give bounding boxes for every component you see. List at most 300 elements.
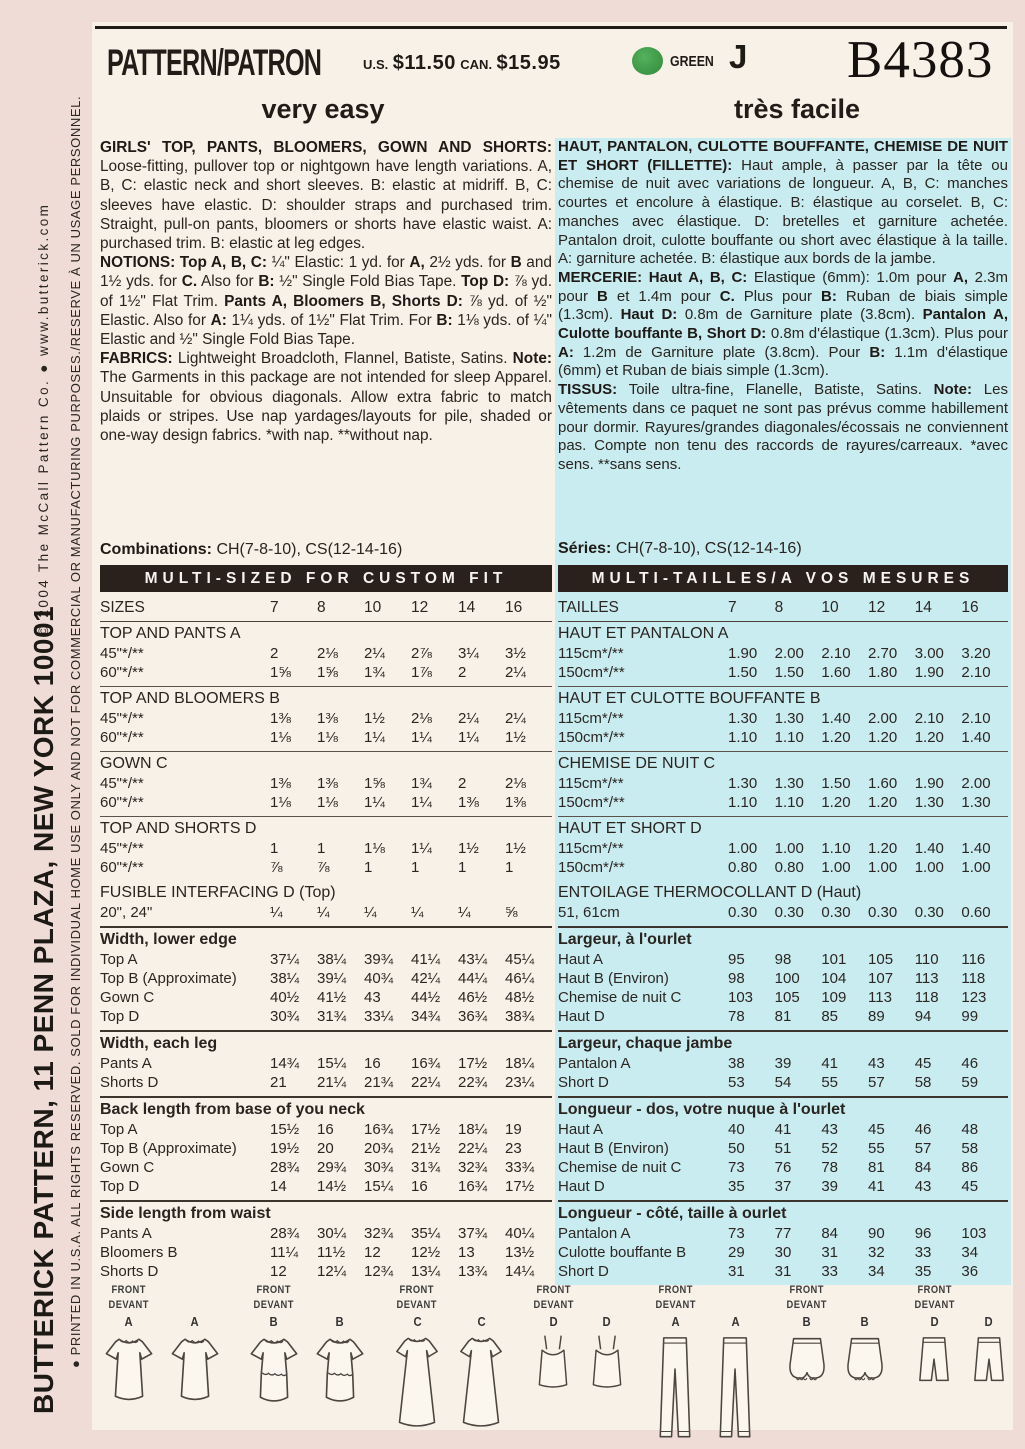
cell-value: 1⅛: [270, 794, 291, 811]
cell-value: 43¼: [458, 951, 488, 968]
cell-value: 16: [364, 1055, 381, 1072]
cell-value: 109: [821, 989, 847, 1006]
cell-value: 89: [868, 1008, 885, 1025]
cell-value: 1: [458, 859, 467, 876]
cell-value: 31: [728, 1263, 745, 1280]
cell-value: ¼: [270, 904, 283, 921]
row-label: 150cm*/**: [558, 794, 625, 811]
row-label: Top B (Approximate): [100, 970, 237, 987]
cell-value: 1.60: [868, 775, 898, 792]
cell-value: 1¼: [411, 794, 432, 811]
cell-value: 36: [961, 1263, 979, 1280]
table-row: [558, 1262, 1008, 1281]
cell-value: 16¾: [458, 1178, 488, 1195]
section-title: Back length from base of you neck: [100, 1101, 365, 1118]
table-row: [558, 1177, 1008, 1196]
cell-value: 100: [774, 970, 800, 987]
cell-value: 36¾: [458, 1008, 488, 1025]
cell-value: 46¼: [505, 970, 535, 987]
garment-silhouette: [840, 1332, 890, 1390]
cell-value: 45¼: [505, 951, 535, 968]
price-can-label: CAN.: [460, 57, 493, 72]
brand-logo: PATTERN/PATRON: [107, 42, 322, 84]
view-letter: A: [731, 1315, 740, 1329]
cell-value: 103: [728, 989, 754, 1006]
row-label: 45"*/**: [100, 710, 144, 727]
row-label: Pantalon A: [558, 1055, 631, 1072]
cell-value: 37¼: [270, 951, 300, 968]
cell-value: 1.20: [868, 794, 898, 811]
table-header-bar: MULTI-SIZED FOR CUSTOM FIT: [100, 565, 552, 592]
cell-value: 1.20: [868, 729, 898, 746]
cell-value: 51: [774, 1140, 792, 1157]
cell-value: 86: [961, 1159, 979, 1176]
cell-value: 3.00: [914, 645, 944, 662]
cell-value: 107: [868, 970, 894, 987]
cell-value: 1⅞: [411, 664, 432, 681]
cell-value: 81: [774, 1008, 792, 1025]
difficulty-en: very easy: [261, 94, 385, 124]
content-columns: [100, 138, 1011, 1285]
row-label: Shorts D: [100, 1074, 159, 1091]
view-letter: A: [190, 1315, 200, 1329]
sizes-label: TAILLES: [558, 599, 619, 616]
cell-value: 43: [868, 1055, 885, 1072]
cell-value: 77: [774, 1225, 792, 1242]
cell-value: 29: [728, 1244, 745, 1261]
table-section: [558, 881, 1008, 926]
table-header-bar: MULTI-TAILLES/A VOS MESURES: [558, 565, 1008, 592]
cell-value: 22¼: [458, 1140, 488, 1157]
cell-value: 45: [914, 1055, 932, 1072]
cell-value: 73: [728, 1159, 745, 1176]
sizes-label: SIZES: [100, 599, 145, 616]
cell-value: 1⅜: [317, 775, 338, 792]
cell-value: 2.10: [961, 710, 991, 727]
cell-value: 1.60: [821, 664, 851, 681]
cell-value: 1.00: [728, 840, 758, 857]
section-title: TOP AND SHORTS D: [100, 820, 257, 837]
row-label: Top B (Approximate): [100, 1140, 237, 1157]
table-section: [100, 686, 552, 751]
cell-value: 16: [317, 1121, 334, 1138]
cell-value: 118: [914, 989, 939, 1006]
view-letter: B: [269, 1315, 278, 1329]
cell-value: 98: [774, 951, 792, 968]
row-label: Short D: [558, 1074, 609, 1091]
cell-value: 0.30: [868, 904, 898, 921]
cell-value: 39¾: [364, 951, 394, 968]
garment-silhouette: [311, 1332, 369, 1410]
table-row: [100, 839, 552, 858]
garment-figure: [966, 1283, 1012, 1388]
row-label: Chemise de nuit C: [558, 1159, 682, 1176]
cell-value: 1⅝: [364, 775, 385, 792]
cell-value: 85: [821, 1008, 839, 1025]
cell-value: ⅝: [505, 904, 518, 921]
cell-value: 1.90: [914, 664, 944, 681]
table-row: [100, 1243, 552, 1262]
cell-value: 59: [961, 1074, 979, 1091]
cell-value: 23¼: [505, 1074, 535, 1091]
cell-value: 2¼: [458, 710, 479, 727]
cell-value: 21¼: [317, 1074, 347, 1091]
table-row: [558, 644, 1008, 663]
cell-value: 1.30: [774, 775, 804, 792]
cell-value: 1⅜: [317, 710, 338, 727]
row-label: Gown C: [100, 989, 155, 1006]
cell-value: 1.50: [728, 664, 758, 681]
size-column-header: 8: [774, 599, 784, 616]
table-row: [100, 709, 552, 728]
cell-value: 2.10: [914, 710, 944, 727]
cell-value: 105: [868, 951, 894, 968]
cell-value: 2.70: [868, 645, 898, 662]
row-label: 115cm*/**: [558, 710, 624, 727]
cell-value: 39: [774, 1055, 792, 1072]
garment-figure: [840, 1283, 890, 1390]
row-label: Top A: [100, 951, 138, 968]
table-row: [100, 1073, 552, 1092]
section-title: Largeur, à l'ourlet: [558, 931, 692, 948]
garment-figure: [453, 1283, 509, 1434]
garment-figure: [530, 1283, 577, 1392]
view-letter: D: [602, 1315, 612, 1329]
cell-value: 48½: [505, 989, 535, 1006]
table-section: [558, 816, 1008, 881]
garment-figure: [709, 1283, 761, 1446]
cell-value: 2.10: [821, 645, 851, 662]
table-row: [558, 1139, 1008, 1158]
cell-value: 1.20: [821, 794, 851, 811]
row-label: 115cm*/**: [558, 645, 624, 662]
row-label: Pantalon A: [558, 1225, 631, 1242]
row-label: 115cm*/**: [558, 840, 624, 857]
cell-value: 55: [868, 1140, 885, 1157]
table-row: [100, 1139, 552, 1158]
cell-value: 17½: [411, 1121, 441, 1138]
tissus-fr: TISSUS: Toile ultra-fine, Flanelle, Batiste, Satins. Note: Les vêtements dans ce paquet ne sont pas prévus comme habillement pour dormir. Rayures/grandes diagonales/écossais ne conviennent pas. Compte non tenu des raccords de rayures/carreaux. *avec sens. **sans sens.: [558, 381, 1008, 473]
cell-value: 57: [868, 1074, 885, 1091]
cell-value: 1.10: [728, 794, 758, 811]
table-row: [100, 1120, 552, 1139]
cell-value: 19: [505, 1121, 522, 1138]
section-title: Longueur - côté, taille à ourlet: [558, 1205, 787, 1222]
front-devant-label: FRONT DEVANT: [914, 1284, 955, 1311]
copyright-line: © 2004 The McCall Pattern Co. ● www.butterick.com: [36, 202, 51, 636]
garment-figures-row: [100, 1283, 1012, 1446]
cell-value: 1⅜: [270, 775, 291, 792]
cell-value: 1.80: [868, 664, 898, 681]
cell-value: 32: [868, 1244, 885, 1261]
section-title: Longueur - dos, votre nuque à l'ourlet: [558, 1101, 846, 1118]
size-column-header: 12: [411, 599, 429, 616]
table-section: [100, 926, 552, 1030]
cell-value: 52: [821, 1140, 839, 1157]
cell-value: 28¾: [270, 1159, 300, 1176]
cell-value: 1.00: [961, 859, 991, 876]
cell-value: 1.90: [728, 645, 758, 662]
cell-value: 2⅛: [411, 710, 432, 727]
front-devant-label: FRONT DEVANT: [253, 1284, 294, 1311]
table-row: [558, 858, 1008, 877]
cell-value: 1: [364, 859, 373, 876]
table-row: [558, 903, 1008, 922]
size-column-header: 10: [364, 599, 382, 616]
cell-value: 13¾: [458, 1263, 488, 1280]
cell-value: 41½: [317, 989, 347, 1006]
legal-notice: ● PRINTED IN U.S.A. ALL RIGHTS RESERVED. SOLD FOR INDIVIDUAL HOME USE ONLY AND NOT FOR COMMERCIAL OR MANUFACTURING PURPOSES./RESERVE À UN USAGE PERSONNEL.: [68, 95, 83, 1368]
cell-value: 40¾: [364, 970, 394, 987]
table-section: [558, 1030, 1008, 1096]
table-section: [558, 1200, 1008, 1285]
cell-value: 50: [728, 1140, 745, 1157]
cell-value: 37¾: [458, 1225, 488, 1242]
cell-value: 1.30: [728, 775, 758, 792]
garment-silhouette: [911, 1332, 957, 1388]
cell-value: 1¼: [411, 840, 432, 857]
cell-value: 14¾: [270, 1055, 300, 1072]
cell-value: 1⅛: [317, 729, 338, 746]
cell-value: 42¼: [411, 970, 441, 987]
cell-value: 116: [961, 951, 986, 968]
table-row: [558, 969, 1008, 988]
cell-value: 43: [364, 989, 381, 1006]
table-row: [100, 858, 552, 877]
cell-value: 38¼: [317, 951, 347, 968]
table-section: [558, 686, 1008, 751]
cell-value: 2: [458, 664, 467, 681]
cell-value: 1.30: [961, 794, 991, 811]
cell-value: 1: [270, 840, 279, 857]
garment-silhouette: [966, 1332, 1012, 1388]
view-letter: D: [549, 1315, 558, 1329]
cell-value: 103: [961, 1225, 987, 1242]
cell-value: 0.80: [728, 859, 758, 876]
cell-value: 78: [728, 1008, 745, 1025]
table-row: [558, 793, 1008, 812]
section-title: TOP AND BLOOMERS B: [100, 690, 280, 707]
cell-value: 81: [868, 1159, 885, 1176]
garment-figure: [782, 1283, 832, 1390]
size-column-header: 10: [821, 599, 839, 616]
cell-value: 3¼: [458, 645, 479, 662]
row-label: Haut D: [558, 1178, 605, 1195]
section-title: Width, each leg: [100, 1035, 218, 1052]
cell-value: 3½: [505, 645, 526, 662]
cell-value: 1.20: [821, 729, 851, 746]
view-letter: D: [930, 1315, 939, 1329]
table-section: [100, 622, 552, 686]
table-section: [100, 1200, 552, 1285]
table-row: [558, 1054, 1008, 1073]
cell-value: ¼: [317, 904, 330, 921]
table-row: [100, 774, 552, 793]
view-letter: B: [860, 1315, 870, 1329]
view-letter: C: [476, 1315, 486, 1329]
row-label: 150cm*/**: [558, 729, 625, 746]
row-label: 150cm*/**: [558, 859, 625, 876]
cell-value: 118: [961, 970, 986, 987]
description-en: GIRLS' TOP, PANTS, BLOOMERS, GOWN AND SHORTS: Loose-fitting, pullover top or nightgown have length variations. A, B, C: elastic neck and short sleeves. B: elastic at midriff. B, C: sleeves have elastic. D: shoulder straps and purchased trim. Straight, pull-on pants, bloomers or shorts have elastic waist. A: purchased trim. B: elastic at leg edges.: [100, 139, 552, 253]
cell-value: 2.00: [961, 775, 991, 792]
row-label: Haut B (Environ): [558, 1140, 669, 1157]
fabrics-en: FABRICS: Lightweight Broadcloth, Flannel, Batiste, Satins. Note: The Garments in this package are not intended for sleep Apparel. Unsuitable for obvious diagonals. Allow extra fabric to match plaids or stripes. Use nap yardages/layouts for pile, shaded or one-way design fabrics. *with nap. **without nap.: [100, 350, 552, 445]
cell-value: 21: [270, 1074, 287, 1091]
cell-value: 2⅛: [317, 645, 338, 662]
section-title: ENTOILAGE THERMOCOLLANT D (Haut): [558, 884, 862, 901]
color-code-label: GREEN: [670, 54, 714, 70]
garment-pair: [389, 1283, 509, 1434]
table-row: [100, 728, 552, 747]
section-title: CHEMISE DE NUIT C: [558, 755, 716, 772]
size-column-header: 14: [458, 599, 476, 616]
row-label: 45"*/**: [100, 775, 144, 792]
cell-value: 1.30: [728, 710, 758, 727]
cell-value: 19½: [270, 1140, 300, 1157]
cell-value: 31: [774, 1263, 792, 1280]
section-title: HAUT ET SHORT D: [558, 820, 702, 837]
cell-value: ¼: [411, 904, 424, 921]
cell-value: 95: [728, 951, 745, 968]
cell-value: 1.30: [914, 794, 944, 811]
garment-figure: [911, 1283, 958, 1388]
table-row: [558, 709, 1008, 728]
cell-value: 1⅛: [317, 794, 338, 811]
size-column-header: 7: [270, 599, 279, 616]
cell-value: 73: [728, 1225, 745, 1242]
cell-value: 17½: [458, 1055, 488, 1072]
cell-value: 39¼: [317, 970, 347, 987]
front-devant-label: FRONT DEVANT: [533, 1284, 574, 1311]
table-row: [100, 1158, 552, 1177]
section-title: Largeur, chaque jambe: [558, 1035, 733, 1052]
cell-value: 123: [961, 989, 987, 1006]
cell-value: 2¼: [505, 664, 526, 681]
series-fr: Séries: CH(7-8-10), CS(12-14-16): [558, 540, 802, 558]
table-section: [100, 881, 552, 926]
section-title: TOP AND PANTS A: [100, 625, 241, 642]
garment-silhouette: [389, 1332, 445, 1434]
english-preamble: [100, 138, 552, 565]
table-row: [558, 663, 1008, 682]
cell-value: 14: [270, 1178, 287, 1195]
cell-value: 1.20: [914, 729, 944, 746]
cell-value: 40: [728, 1121, 745, 1138]
cell-value: 78: [821, 1159, 839, 1176]
table-section: [100, 751, 552, 816]
cell-value: 32¾: [364, 1225, 394, 1242]
cell-value: 16¾: [364, 1121, 394, 1138]
cell-value: 41: [868, 1178, 885, 1195]
cell-value: 0.80: [774, 859, 804, 876]
row-label: 60"*/**: [100, 859, 144, 876]
cell-value: 38: [728, 1055, 745, 1072]
garment-figure: [166, 1283, 224, 1408]
cell-value: 1.90: [914, 775, 944, 792]
cell-value: 1.30: [774, 710, 804, 727]
cell-value: 30¾: [364, 1159, 394, 1176]
cell-value: 1.10: [774, 794, 804, 811]
cell-value: 1.10: [774, 729, 804, 746]
table-row: [558, 1073, 1008, 1092]
cell-value: 15¼: [317, 1055, 347, 1072]
table-row: [100, 1262, 552, 1281]
difficulty-fr: très facile: [733, 94, 861, 124]
cell-value: 12½: [411, 1244, 441, 1261]
cell-value: 1½: [458, 840, 479, 857]
cell-value: 110: [914, 951, 939, 968]
notions-en: NOTIONS: Top A, B, C: ¼" Elastic: 1 yd. for A, 2½ yds. for B and 1½ yds. for C. Also for B: ½" Single Fold Bias Tape. Top D: ⅞ yd. of 1½" Flat Trim. Pants A, Bloomers B, Shorts D: ⅞ yd. of ½" Elastic. Also for A: 1¼ yds. of 1½" Flat Trim. For B: 1⅛ yds. of ¼" Elastic and ½" Single Fold Bias Tape.: [100, 254, 552, 349]
size-column-header: 8: [317, 599, 326, 616]
cell-value: 113: [868, 989, 892, 1006]
table-row: [100, 1177, 552, 1196]
cell-value: 45: [961, 1178, 979, 1195]
garment-silhouette: [585, 1332, 629, 1392]
publisher-address: BUTTERICK PATTERN, 11 PENN PLAZA, NEW YORK 10001: [28, 605, 59, 1414]
cell-value: 113: [914, 970, 939, 987]
cell-value: 1⅜: [505, 794, 526, 811]
cell-value: 12¼: [317, 1263, 347, 1280]
green-dot-icon: [632, 47, 663, 75]
section-title: GOWN C: [100, 755, 168, 772]
row-label: Short D: [558, 1263, 609, 1280]
garment-figure: [100, 1283, 158, 1408]
cell-value: 76: [774, 1159, 792, 1176]
row-label: Bloomers B: [100, 1244, 178, 1261]
table-section: [558, 1096, 1008, 1200]
table-row: [100, 793, 552, 812]
garment-pair: [782, 1283, 890, 1390]
cell-value: 0.30: [914, 904, 944, 921]
cell-value: 1: [411, 859, 420, 876]
cell-value: 1½: [505, 729, 526, 746]
row-label: Top D: [100, 1178, 140, 1195]
cell-value: 29¾: [317, 1159, 347, 1176]
row-label: Haut A: [558, 1121, 604, 1138]
table-section: [100, 816, 552, 881]
table-row: [558, 839, 1008, 858]
row-label: Haut A: [558, 951, 604, 968]
cell-value: 1.00: [868, 859, 898, 876]
cell-value: 33: [821, 1263, 839, 1280]
garment-silhouette: [166, 1332, 224, 1408]
cell-value: 1.00: [774, 840, 804, 857]
table-row: [558, 950, 1008, 969]
row-label: 45"*/**: [100, 645, 144, 662]
cell-value: 2¼: [505, 710, 526, 727]
cell-value: 30¾: [270, 1008, 300, 1025]
cell-value: 38¼: [270, 970, 300, 987]
garment-figure: [389, 1283, 445, 1434]
cell-value: 90: [868, 1225, 885, 1242]
garment-silhouette: [782, 1332, 832, 1390]
row-label: 60"*/**: [100, 664, 144, 681]
view-letter: B: [802, 1315, 812, 1329]
row-label: 60"*/**: [100, 794, 144, 811]
size-column-header: 16: [505, 599, 523, 616]
cell-value: 53: [728, 1074, 745, 1091]
row-label: 51, 61cm: [558, 904, 620, 921]
english-column: [100, 138, 552, 1285]
table-row: [100, 644, 552, 663]
combinations-en: Combinations: CH(7-8-10), CS(12-14-16): [100, 540, 403, 558]
cell-value: 11½: [317, 1244, 346, 1261]
table-row: [100, 663, 552, 682]
cell-value: 84: [821, 1225, 839, 1242]
garment-figure: [311, 1283, 369, 1410]
sizes-row: [100, 595, 552, 622]
